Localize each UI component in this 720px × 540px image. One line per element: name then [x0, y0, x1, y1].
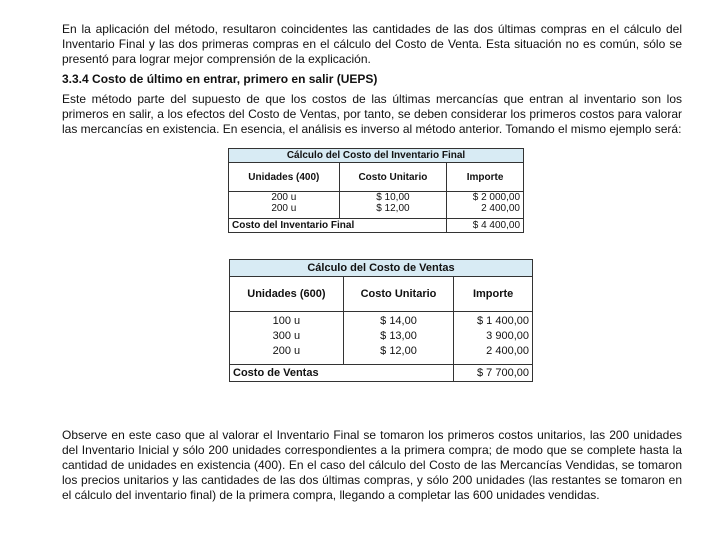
inventory-unit-cost-header: Costo Unitario [339, 163, 446, 192]
sales-units-value: 300 u [272, 330, 301, 342]
sales-total-amount: $ 7 700,00 [454, 365, 533, 382]
sales-total-label: Costo de Ventas [230, 365, 454, 382]
sales-amount-value: 3 900,00 [486, 330, 529, 342]
inventory-cost-table [228, 148, 524, 233]
inventory-amount-value: 2 400,00 [481, 203, 520, 214]
sales-table-caption: Cálculo del Costo de Ventas [230, 260, 533, 277]
method-paragraph: Este método parte del supuesto de que los costos de las últimas mercancías que entran al inventario son los primeros en salir, a los efectos del Costo de Ventas, por tanto, se deben considerar los primeros costos para valorar las mercancías en existencia. En esencia, el análisis es inverso al método anterior. Tomando el mismo ejemplo será: [62, 92, 682, 136]
inventory-table-caption: Cálculo del Costo del Inventario Final [229, 149, 524, 163]
sales-amount-value: 2 400,00 [486, 345, 529, 357]
inventory-unit-cost-cell [339, 192, 446, 219]
inventory-units-cell [229, 192, 340, 219]
inventory-amount-cell [447, 192, 524, 219]
sales-unit-cost-value: $ 14,00 [380, 315, 417, 327]
sales-unit-cost-cell [343, 312, 453, 365]
sales-cost-table [229, 259, 533, 382]
intro-paragraph: En la aplicación del método, resultaron coincidentes las cantidades de las dos últimas compras en el cálculo del Inventario Final y las dos primeras compras en el cálculo del Costo de Venta. Esta situación no es común, sólo se presentó para lograr mejor comprensión de la explicación. [62, 22, 682, 66]
closing-paragraph: Observe en este caso que al valorar el Inventario Final se tomaron los primeros costos unitarios, las 200 unidades del Inventario Inicial y sólo 200 unidades correspondientes a la primera compra; de modo que se complete hasta la cantidad de unidades en existencia (400). En el caso del cálculo del Costo de las Mercancías Vendidas, se tomaron los precios unitarios y las cantidades de las dos últimas compras, y sólo 200 unidades (las restantes se tomaron en el cálculo del inventario final) de la primera compra, llegando a completar las 600 unidades vendidas. [62, 428, 682, 502]
inventory-amount-header: Importe [447, 163, 524, 192]
sales-units-value: 200 u [272, 345, 301, 357]
sales-amount-value: $ 1 400,00 [477, 315, 529, 327]
section-heading: 3.3.4 Costo de último en entrar, primero en salir (UEPS) [62, 72, 378, 86]
inventory-unit-cost-value: $ 12,00 [376, 203, 410, 214]
inventory-units-header: Unidades (400) [229, 163, 340, 192]
inventory-unit-cost-value: $ 10,00 [376, 192, 410, 203]
sales-amount-header: Importe [454, 277, 533, 312]
sales-unit-cost-value: $ 13,00 [380, 330, 417, 342]
inventory-total-label: Costo del Inventario Final [229, 219, 447, 233]
inventory-total-amount: $ 4 400,00 [447, 219, 524, 233]
sales-unit-cost-header: Costo Unitario [343, 277, 453, 312]
sales-units-header: Unidades (600) [230, 277, 344, 312]
sales-amount-cell [454, 312, 533, 365]
inventory-amount-value: $ 2 000,00 [472, 192, 520, 203]
sales-units-cell [230, 312, 344, 365]
inventory-units-value: 200 u [271, 203, 297, 214]
sales-units-value: 100 u [272, 315, 301, 327]
inventory-units-value: 200 u [271, 192, 297, 203]
sales-unit-cost-value: $ 12,00 [380, 345, 417, 357]
